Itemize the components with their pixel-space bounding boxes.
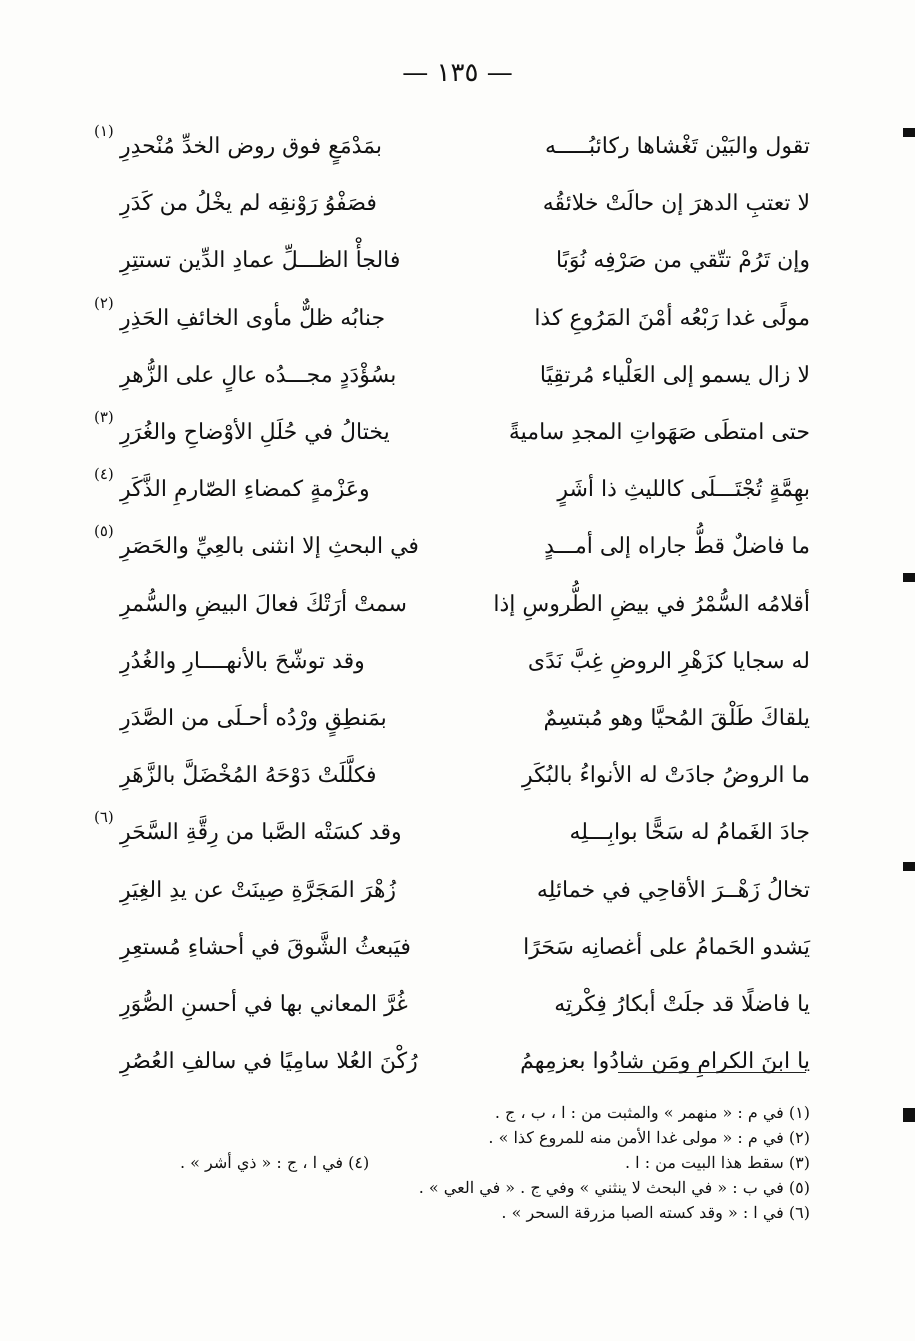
verse-line: [120, 976, 810, 1033]
second-hemistich: [120, 363, 450, 388]
second-hemistich-text: فالجأْ الظـــلِّ عمادِ الدِّين تستتِرِ: [120, 248, 401, 274]
first-hemistich: حتى امتطَى صَهَواتِ المجدِ ساميةً: [508, 420, 810, 446]
footnotes: [180, 1100, 810, 1225]
second-hemistich-text: وقد توشّحَ بالأنهــــارِ والغُدُرِ: [120, 648, 365, 674]
first-hemistich: يلقاكَ طَلْقَ المُحيَّا وهو مُبتسِمٌ: [543, 705, 810, 731]
second-hemistich: [94, 122, 450, 160]
verse-line: [120, 919, 810, 976]
verse-line: [120, 347, 810, 404]
first-hemistich: ما الروضُ جادَتْ له الأنواءُ بالبُكَرِ: [522, 763, 810, 789]
first-hemistich: مولًى غدا رَبْعُه أمْنَ المَرُوعِ كذا: [534, 305, 810, 331]
page-number: — ١٣٥ —: [402, 58, 513, 88]
verse-line: [94, 404, 810, 461]
first-hemistich: ما فاضلٌ قطُّ جاراه إلى أمـــدٍ: [544, 534, 810, 560]
second-hemistich-text: يختالُ في حُلَلِ الأوْضاحِ والغُرَرِ: [120, 420, 390, 446]
verse-line: [120, 1033, 810, 1090]
verse-line: [120, 633, 810, 690]
second-hemistich: [120, 1049, 450, 1074]
second-hemistich: [120, 649, 450, 674]
second-hemistich: [94, 808, 450, 846]
first-hemistich: تخالُ زَهْــرَ الأقاحِي في خمائلِه: [536, 877, 810, 903]
second-hemistich: [120, 592, 450, 617]
footnote-text: (٦) في ا : « وقد كسته الصبا مزرقة السحر » .: [501, 1203, 810, 1222]
second-hemistich-text: فيَبعثُ الشَّوقَ في أحشاءِ مُستعِرِ: [120, 934, 411, 960]
footnote-side-text: (٤) في ا ، ج : « ذي أشر » .: [180, 1153, 370, 1172]
verse-line: [120, 175, 810, 232]
margin-mark: [903, 128, 915, 137]
first-hemistich: يا فاضلًا قد جلَتْ أبكارُ فِكْرتِه: [554, 991, 810, 1017]
second-hemistich: [94, 408, 450, 446]
second-hemistich-text: بسُؤْدَدٍ مجـــدُه عالٍ على الزُّهرِ: [120, 362, 397, 388]
footnote-marker: (٢): [94, 293, 114, 312]
margin-mark: [903, 573, 915, 582]
first-hemistich: يَشدو الحَمامُ على أغصانِه سَحَرًا: [523, 934, 810, 960]
second-hemistich: [120, 706, 450, 731]
second-hemistich-text: فكلَّلَتْ دَوْحَهُ المُخْضَلَّ بالزَّهَرِ: [120, 763, 377, 789]
footnote-text: (٢) في م : « مولى غدا الأمن منه للمروع كذا » .: [488, 1128, 810, 1147]
footnote-marker: (٤): [94, 465, 114, 484]
verse-line: [94, 518, 810, 575]
first-hemistich: أقلامُه السُّمْرُ في بيضِ الطُّروسِ إذا: [493, 591, 810, 617]
second-hemistich-text: وعَزْمةٍ كمضاءِ الصّارمِ الذَّكَرِ: [120, 477, 370, 503]
footnote-marker: (١): [94, 122, 114, 141]
verse-line: [120, 576, 810, 633]
second-hemistich: [94, 293, 450, 331]
footnote: [180, 1100, 810, 1125]
second-hemistich: [120, 935, 450, 960]
second-hemistich: [120, 763, 450, 788]
margin-mark: [903, 862, 915, 871]
verse-line: [94, 461, 810, 518]
poem-body: [94, 118, 810, 1090]
first-hemistich: لا تعتبِ الدهرَ إن حالَتْ خلائقُه: [542, 191, 810, 217]
footnote-divider: [618, 1072, 806, 1073]
margin-mark: [903, 1108, 915, 1122]
second-hemistich: [120, 992, 450, 1017]
verse-line: [94, 118, 810, 175]
footnote-marker: (٥): [94, 522, 114, 541]
verse-line: [120, 232, 810, 289]
first-hemistich: وإن تَرُمْ تتّقي من صَرْفِه نُوَبًا: [556, 248, 810, 274]
footnote-marker: (٦): [94, 808, 114, 827]
verse-line: [94, 804, 810, 861]
verse-line: [120, 861, 810, 918]
footnote: [180, 1175, 810, 1200]
verse-line: [94, 290, 810, 347]
first-hemistich: تقول والبَيْن تَغْشاها ركائبُـــــه: [545, 134, 810, 160]
footnote: [180, 1150, 810, 1175]
second-hemistich: [94, 465, 450, 503]
second-hemistich-text: جنابُه ظلٌّ مأوى الخائفِ الحَذِرِ: [120, 305, 386, 331]
second-hemistich-text: فصَفْوُ رَوْنقِه لم يخْلُ من كَدَرِ: [120, 191, 377, 217]
first-hemistich: لا زال يسمو إلى العَلْياء مُرتقِيًا: [539, 362, 810, 388]
first-hemistich: بهِمَّةٍ تُجْتَـــلَى كالليثِ ذا أشَرٍ: [557, 477, 810, 503]
footnote-text: (٥) في ب : « في البحث لا ينثني » وفي ج . « في العي » .: [418, 1178, 810, 1197]
verse-line: [120, 747, 810, 804]
second-hemistich-text: زُهْرَ المَجَرَّةِ صِينَتْ عن يدِ الغِيَرِ: [120, 877, 397, 903]
second-hemistich: [120, 248, 450, 273]
first-hemistich: جادَ الغَمامُ له سَحًّا بوابِـــلِه: [569, 820, 810, 846]
second-hemistich-text: غُرَّ المعاني بها في أحسنِ الصُّوَرِ: [120, 991, 408, 1017]
first-hemistich: يا ابنَ الكرامِ ومَن شادُوا بعزمِهمُ: [520, 1049, 810, 1075]
second-hemistich-text: سمتْ أرَتْكَ فعالَ البيضِ والسُّمرِ: [120, 591, 407, 617]
second-hemistich-text: رُكْنَ العُلا سامِيًا في سالفِ العُصُرِ: [120, 1049, 418, 1075]
footnote-text: (١) في م : « منهمر » والمثبت من : ا ، ب ، ج .: [494, 1103, 810, 1122]
second-hemistich-text: في البحثِ إلا انثنى بالعِيِّ والحَصَرِ: [120, 534, 419, 560]
footnote: [180, 1125, 810, 1150]
first-hemistich: له سجايا كزَهْرِ الروضِ غِبَّ نَدًى: [527, 648, 810, 674]
second-hemistich: [120, 191, 450, 216]
footnote-marker: (٣): [94, 408, 114, 427]
footnote: [180, 1200, 810, 1225]
second-hemistich-text: بمَنطِقٍ ورْدُه أحـلَى من الصَّدَرِ: [120, 705, 387, 731]
verse-line: [120, 690, 810, 747]
second-hemistich-text: بمَدْمَعٍ فوق روض الخدِّ مُنْحدِرِ: [120, 134, 383, 160]
second-hemistich: [94, 522, 450, 560]
footnote-text: (٣) سقط هذا البيت من : ا .: [624, 1153, 810, 1172]
second-hemistich: [120, 878, 450, 903]
second-hemistich-text: وقد كسَتْه الصَّبا من رِقَّةِ السَّحَرِ: [120, 820, 402, 846]
